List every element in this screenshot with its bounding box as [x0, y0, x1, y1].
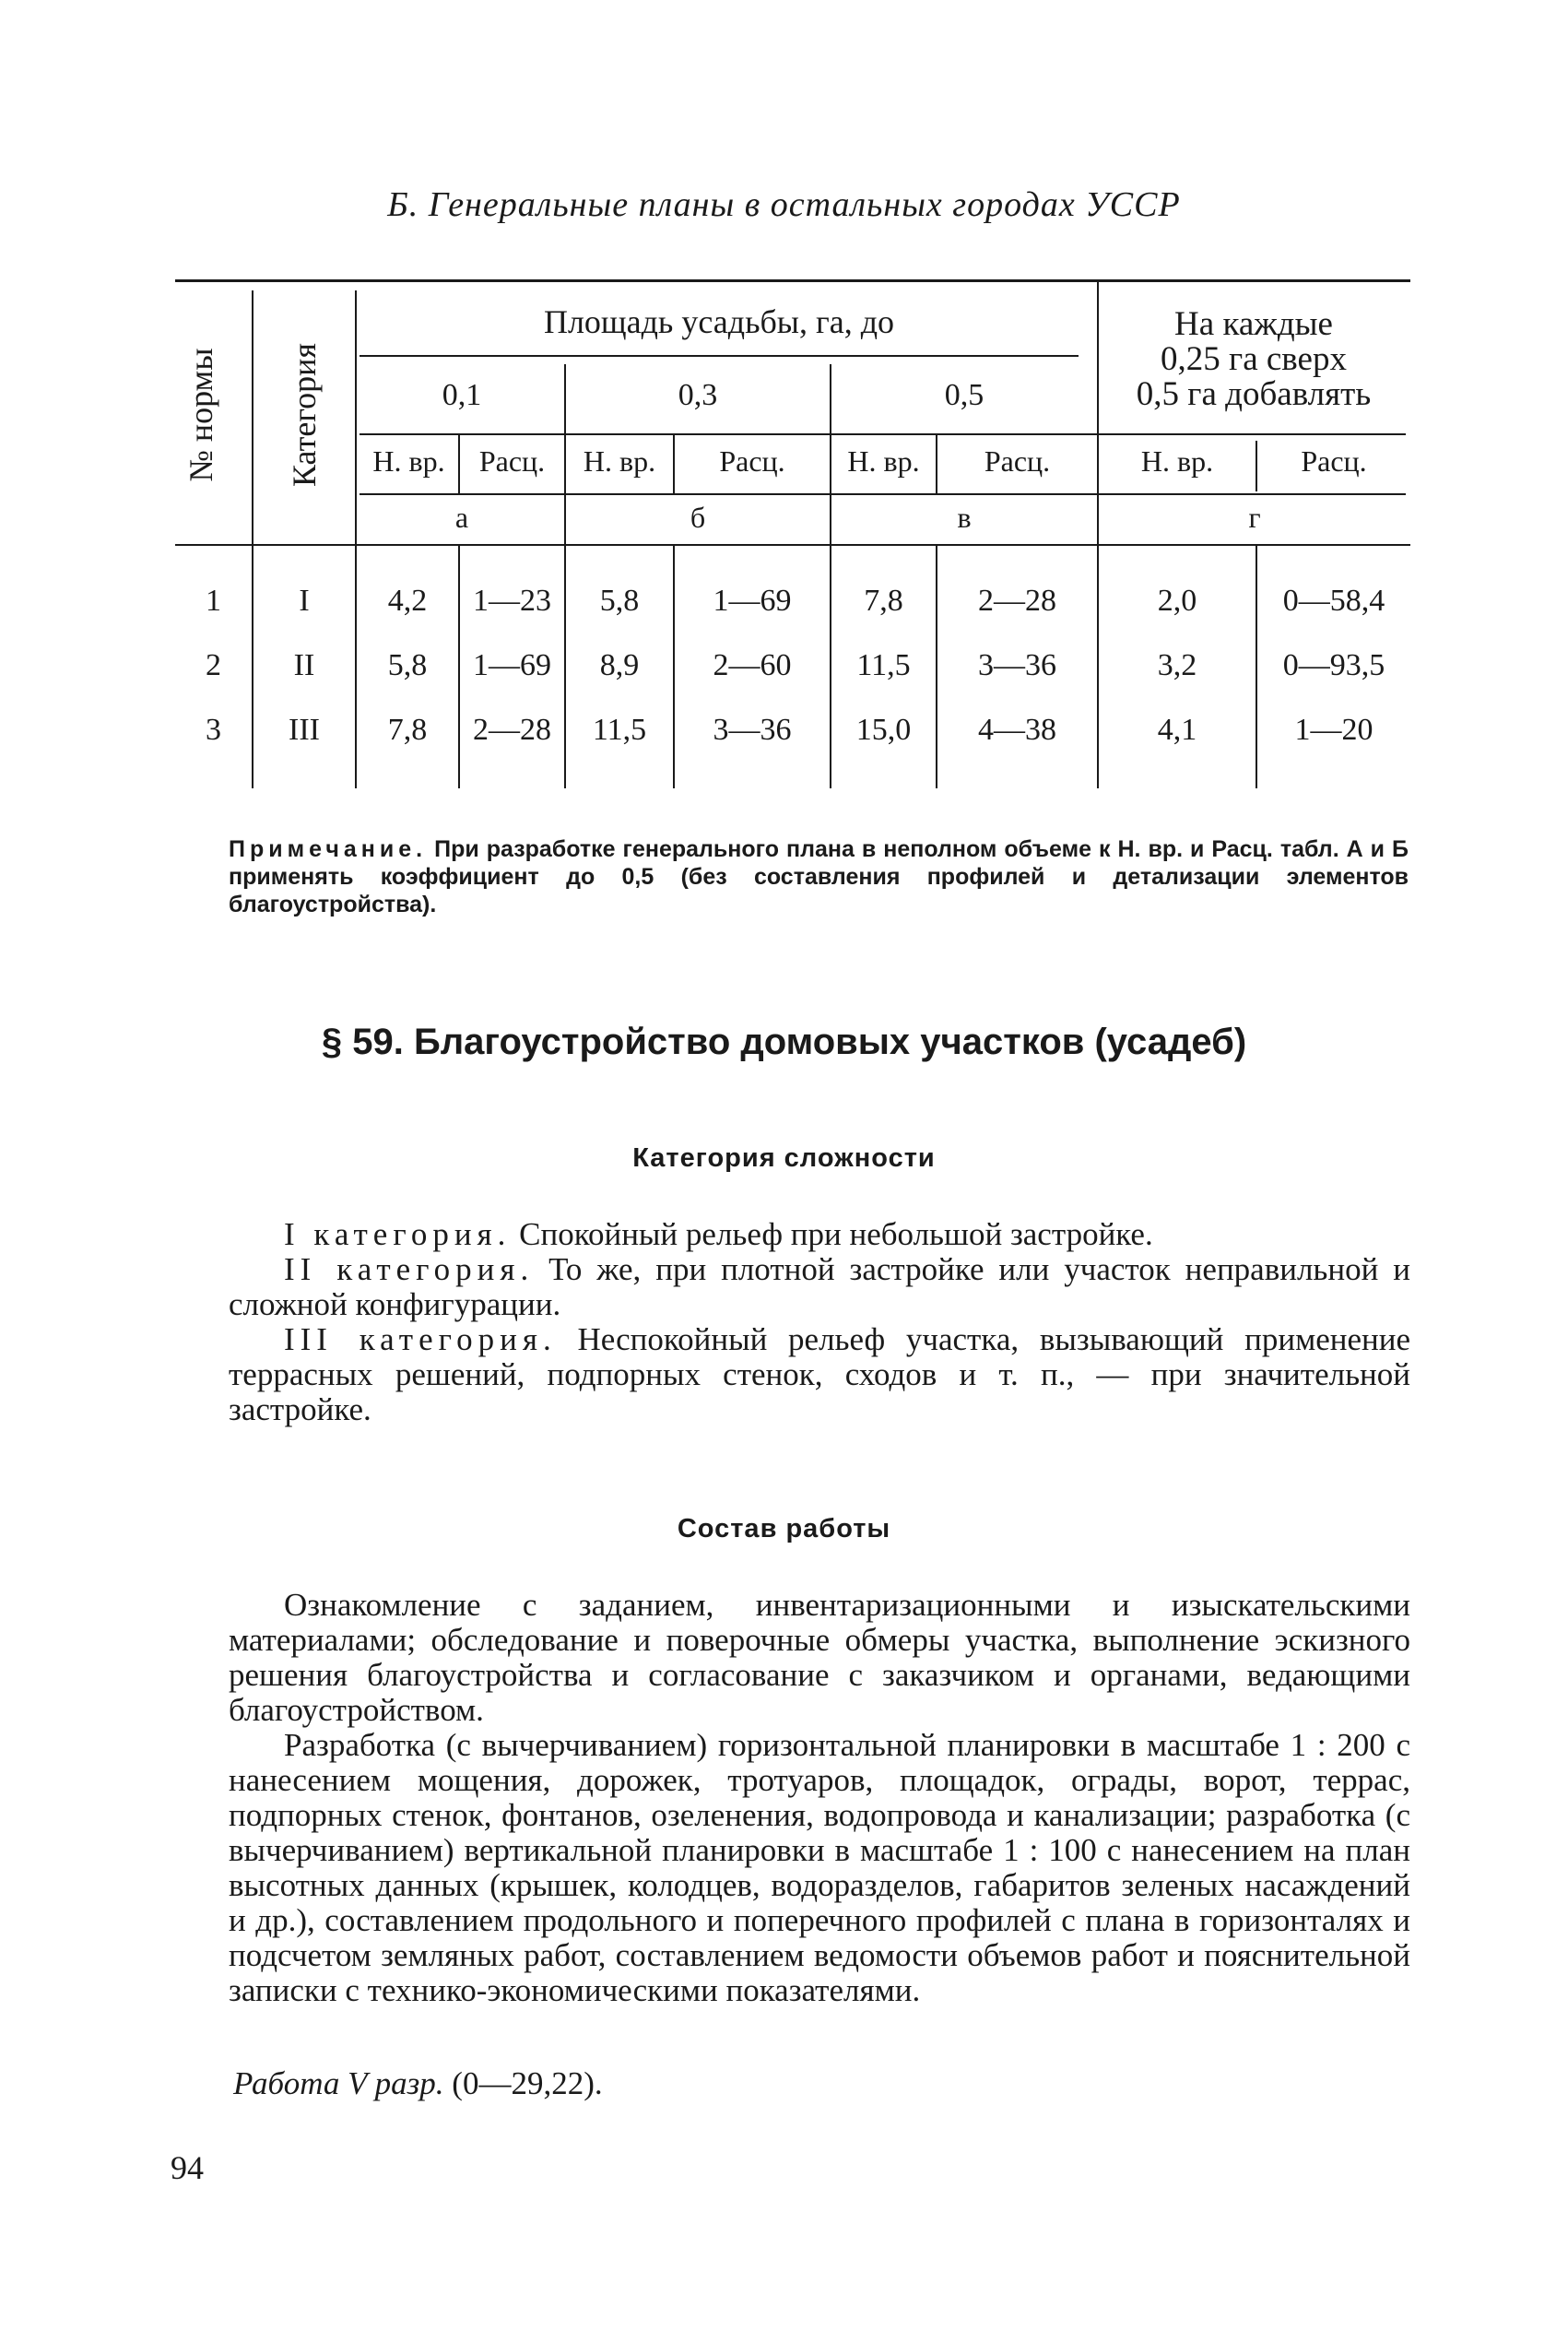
cell-d-rasc: 0—58,4 — [1282, 584, 1385, 618]
cell-category: II — [293, 648, 315, 682]
category-label: II категория. — [284, 1251, 535, 1287]
cell-b-rasc: 3—36 — [713, 713, 792, 747]
work-grade — [233, 2065, 603, 2102]
rule-under-subheads — [360, 493, 1406, 495]
extra-group-header-3: 0,5 га добавлять — [1136, 375, 1372, 413]
cell-b-rasc: 2—60 — [713, 648, 792, 682]
rule-under-letters — [175, 544, 1410, 546]
cell-d-nvr: 4,1 — [1157, 713, 1197, 747]
cell-b-nvr: 8,9 — [599, 648, 640, 682]
complexity-list — [229, 1217, 1410, 1427]
work-paragraph-1: Ознакомление с заданием, инвентаризационными и изыскательскими материалами; обследование и поверочные обмеры участка, выполнение эскизного решения благоустройства и согласование с заказчиком и органами, ведающими благоустройством. — [229, 1587, 1410, 1728]
subhead-nvr-c: Н. вр. — [847, 444, 920, 478]
cell-a-rasc: 1—23 — [473, 584, 551, 618]
cell-d-nvr: 3,2 — [1157, 648, 1197, 682]
cell-d-nvr: 2,0 — [1157, 584, 1197, 618]
section-title: § 59. Благоустройство домовых участков (усадеб) — [321, 1022, 1247, 1062]
subhead-nvr-a: Н. вр. — [372, 444, 445, 478]
letter-c: в — [957, 501, 972, 534]
category-text: Спокойный рельеф при небольшой застройке. — [519, 1216, 1153, 1252]
table-note — [229, 835, 1409, 918]
subhead-rasc-d: Расц. — [1301, 444, 1367, 478]
letter-b: б — [690, 501, 706, 534]
cell-norm: 3 — [206, 713, 221, 747]
rule-under-sizes — [360, 433, 1406, 435]
subhead-nvr-b: Н. вр. — [583, 444, 656, 478]
subhead-rasc-c: Расц. — [984, 444, 1051, 478]
cell-b-nvr: 11,5 — [592, 713, 647, 747]
category-text: То же, при плотной застройке или участок неправильной и сложной конфигурации. — [229, 1251, 1410, 1322]
cell-a-rasc: 2—28 — [473, 713, 551, 747]
cell-category: I — [299, 584, 310, 618]
subhead-nvr-d: Н. вр. — [1140, 444, 1214, 478]
col-category-header: Категория — [286, 343, 323, 487]
category-label: III категория. — [284, 1321, 557, 1357]
cell-a-nvr: 5,8 — [387, 648, 428, 682]
rule-under-area — [360, 355, 1079, 357]
letter-a: а — [454, 501, 469, 534]
cell-b-nvr: 5,8 — [599, 584, 640, 618]
extra-group-header-2: 0,25 га сверх — [1161, 340, 1347, 378]
note-label: Примечание. — [229, 836, 428, 862]
subhead-rasc-a: Расц. — [478, 444, 546, 478]
cell-c-nvr: 11,5 — [856, 648, 911, 682]
table-subtitle: Б. Генеральные планы в остальных городах УССР — [387, 185, 1181, 224]
category-label: I категория. — [284, 1216, 512, 1252]
cell-b-rasc: 1—69 — [713, 584, 792, 618]
complexity-item — [229, 1322, 1410, 1427]
area-size-b: 0,3 — [678, 378, 718, 412]
note-text: При разработке генерального плана в неполном объеме к Н. вр. и Расц. табл. А и Б применять коэффициент до 0,5 (без составления профилей и детализации элементов благоустройства). — [229, 836, 1409, 917]
cell-norm: 1 — [206, 584, 221, 618]
area-size-c: 0,5 — [944, 378, 984, 412]
work-grade-value: (0—29,22). — [452, 2065, 603, 2101]
cell-c-rasc: 2—28 — [978, 584, 1056, 618]
page-number: 94 — [171, 2149, 204, 2186]
complexity-heading: Категория сложности — [632, 1143, 936, 1173]
work-heading: Состав работы — [677, 1514, 891, 1543]
cell-a-rasc: 1—69 — [473, 648, 551, 682]
complexity-item — [229, 1252, 1410, 1322]
cell-c-rasc: 3—36 — [978, 648, 1056, 682]
cell-c-nvr: 15,0 — [855, 713, 912, 747]
work-grade-label: Работа V разр. — [233, 2065, 444, 2101]
cell-c-rasc: 4—38 — [978, 713, 1056, 747]
extra-group-header-1: На каждые — [1174, 305, 1333, 343]
work-paragraph-2: Разработка (с вычерчиванием) горизонтальной планировки в масштабе 1 : 200 с нанесением мощения, дорожек, тротуаров, площадок, ограды, ворот, террас, подпорных стенок, фонтанов, озеленения, водопровода и канализации; разработка (с вычерчиванием) вертикальной планировки в масштабе 1 : 100 с нанесением на план высотных данных (крышек, колодцев, водоразделов, габаритов зеленых насаждений и др.), составлением продольного и поперечного профилей с плана в горизонталях и подсчетом земляных работ, составлением ведомости объемов работ и пояснительной записки с технико-экономическими показателями. — [229, 1727, 1410, 2008]
col-norm-header: № нормы — [183, 348, 219, 482]
cell-norm: 2 — [206, 648, 221, 682]
cell-a-nvr: 7,8 — [387, 713, 428, 747]
cell-category: III — [289, 713, 320, 747]
table-top-rule — [175, 279, 1410, 282]
cell-d-rasc: 0—93,5 — [1282, 648, 1385, 682]
category-text: Неспокойный рельеф участка, вызывающий применение террасных решений, подпорных стенок, сходов и т. п., — при значительной застройке. — [229, 1321, 1411, 1427]
complexity-item — [229, 1217, 1410, 1252]
cell-d-rasc: 1—20 — [1294, 713, 1373, 747]
cell-a-nvr: 4,2 — [387, 584, 428, 618]
subhead-rasc-b: Расц. — [719, 444, 785, 478]
area-size-a: 0,1 — [442, 378, 482, 412]
work-body — [229, 1588, 1410, 2008]
letter-d: г — [1248, 501, 1261, 534]
area-group-header: Площадь усадьбы, га, до — [543, 303, 895, 340]
cell-c-nvr: 7,8 — [864, 584, 903, 618]
